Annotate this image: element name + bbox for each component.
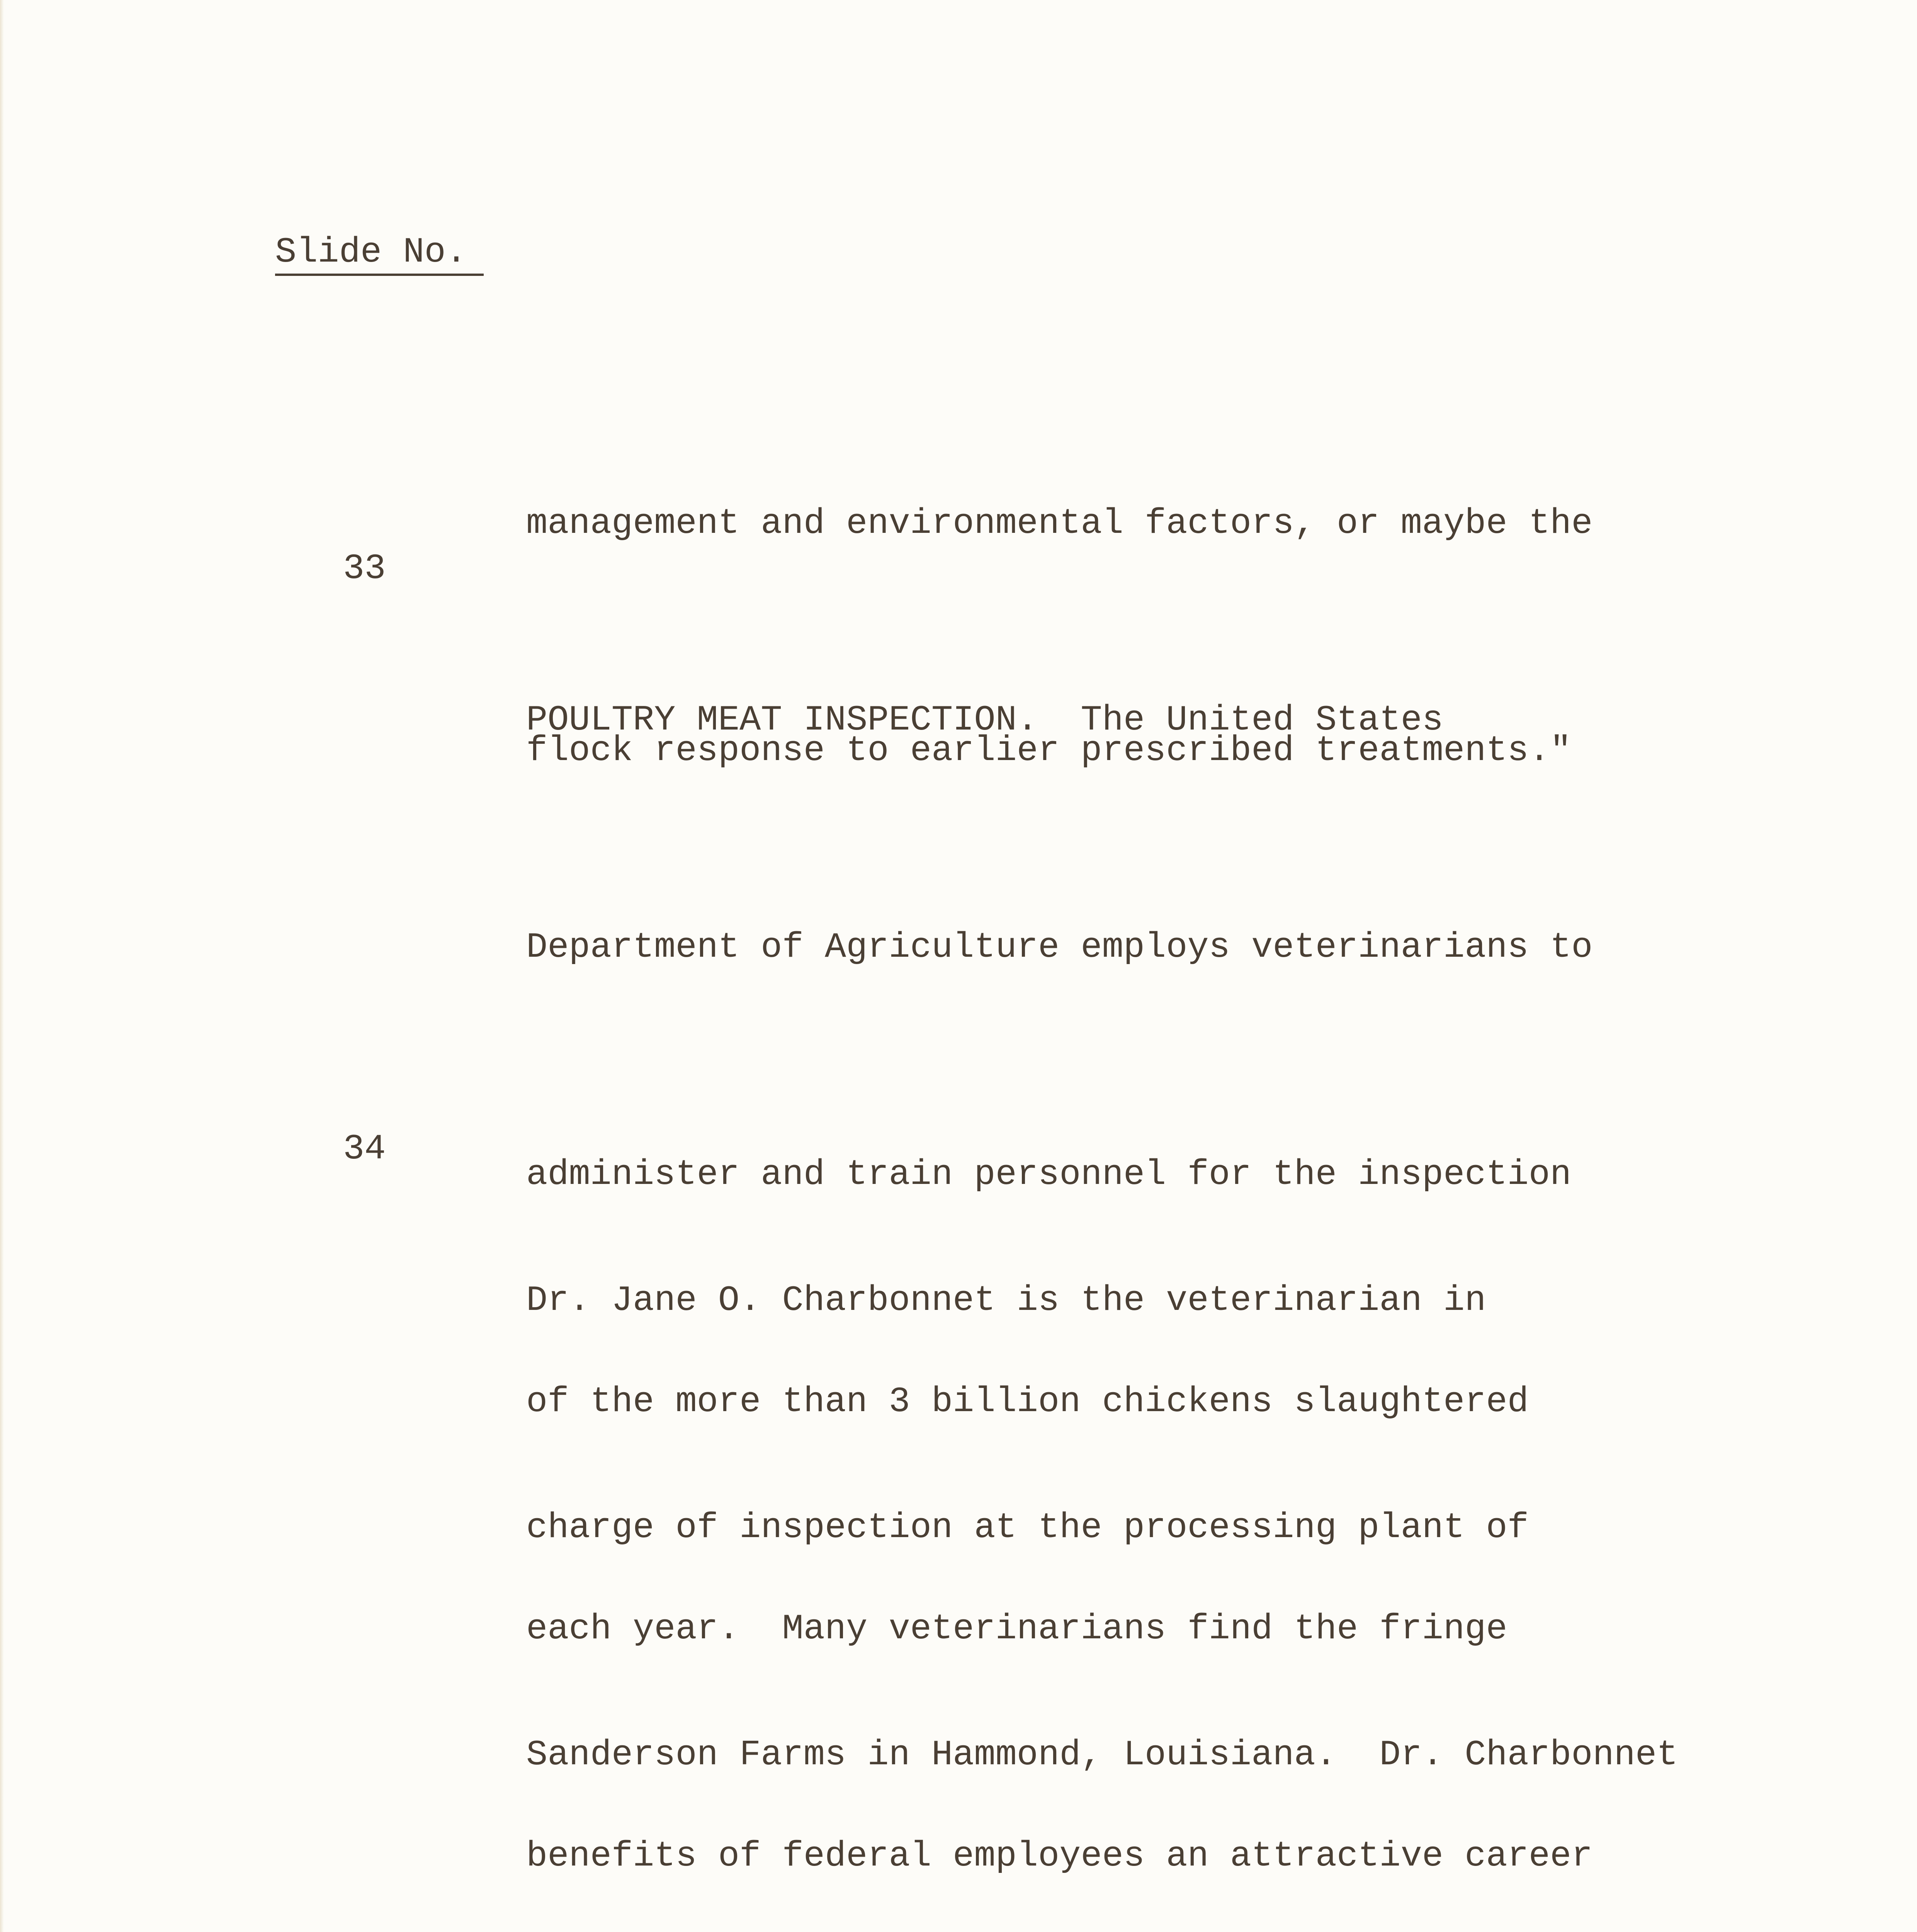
text-line: benefits of federal employees an attractive career: [526, 1836, 1593, 1876]
header-underline: [275, 274, 484, 276]
text-line: Sanderson Farms in Hammond, Louisiana. Dr. Charbonnet: [526, 1735, 1678, 1775]
text-line: charge of inspection at the processing plant of: [526, 1507, 1529, 1548]
page-edge: [0, 0, 4, 1932]
slide-number-33: 33: [343, 548, 386, 589]
slide-34-paragraph: [526, 1111, 1678, 1932]
text-line: flock response to earlier prescribed treatments.": [526, 730, 1572, 771]
text-line: Dr. Jane O. Charbonnet is the veterinarian in: [526, 1280, 1486, 1321]
slide-number-34: 34: [343, 1129, 386, 1169]
text-line: administer and train personnel for the inspection: [526, 1154, 1572, 1195]
text-line: of the more than 3 billion chickens slaughtered: [526, 1381, 1529, 1422]
text-line: Department of Agriculture employs veterinarians to: [526, 927, 1593, 968]
text-line: management and environmental factors, or maybe the: [526, 503, 1593, 544]
slide-number-column-header: Slide No.: [275, 232, 467, 272]
text-line: POULTRY MEAT INSPECTION. The United States: [526, 700, 1443, 740]
text-line: each year. Many veterinarians find the fringe: [526, 1609, 1507, 1649]
